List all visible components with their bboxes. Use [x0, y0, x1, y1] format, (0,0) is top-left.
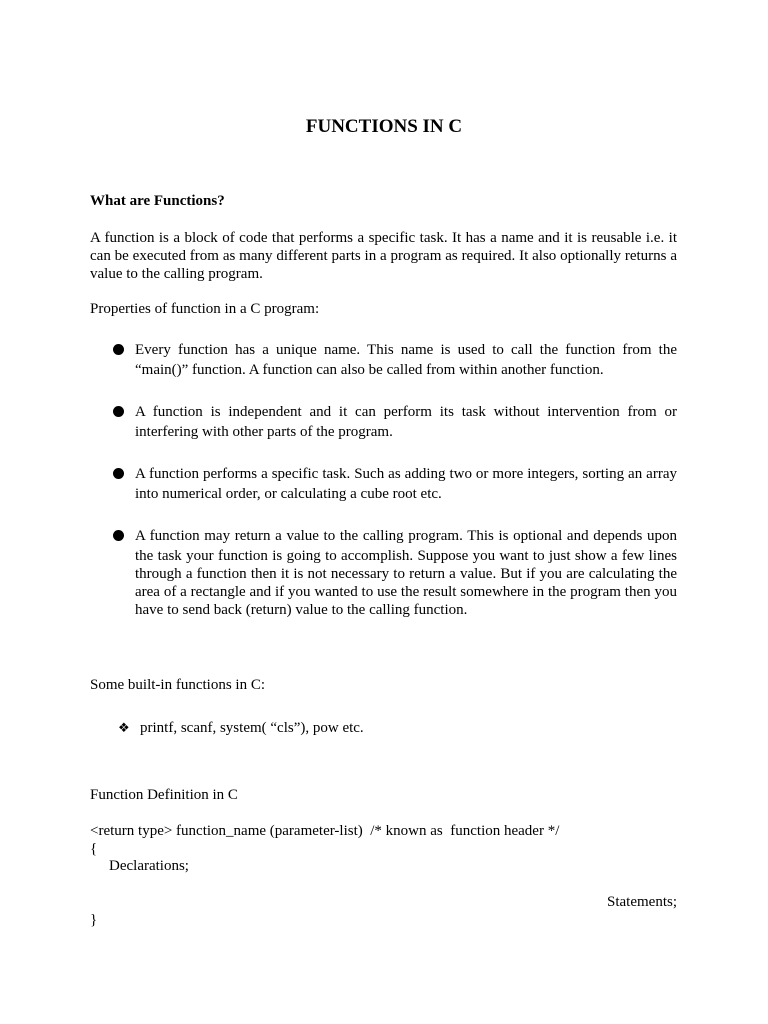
intro-paragraph: A function is a block of code that performs a specific task. It has a name and it is reusable i.e. it can be executed from as many different parts in a program as required. It also optionally returns a value to the calling program. [90, 230, 677, 282]
list-item-line: Every function has a unique name. This name is used to call the function from the [135, 342, 677, 358]
properties-intro: Properties of function in a C program: [90, 301, 320, 317]
list-item-text: into numerical order, or calculating a cube root etc. [135, 486, 442, 502]
page-title: FUNCTIONS IN C [305, 116, 463, 137]
properties-list [90, 340, 677, 642]
builtin-list-item [118, 719, 364, 738]
list-item-text: “main()” function. A function can also be called from within another function. [135, 362, 604, 378]
list-item [90, 340, 677, 379]
definition-heading: Function Definition in C [90, 787, 238, 803]
list-item-line: A function may return a value to the calling program. This is optional and depends upon [135, 528, 677, 544]
list-item [90, 402, 677, 441]
bullet-dot-icon [113, 344, 124, 355]
code-header-line: <return type> function_name (parameter-list) /* known as function header */ [90, 823, 560, 839]
builtin-list-text: printf, scanf, system( “cls”), pow etc. [140, 720, 364, 736]
list-item [90, 464, 677, 503]
list-item-line: A function performs a specific task. Such as adding two or more integers, sorting an array [135, 466, 677, 482]
code-open-brace: { [90, 841, 98, 857]
list-item [90, 526, 677, 619]
list-item-line: A function is independent and it can perform its task without intervention from or [135, 404, 677, 420]
list-item-text: the task your function is going to accomplish. Suppose you want to just show a few lines through a function then it is not necessary to return a value. But if you are calculating the area of a rectangle and if you wanted to use the result somewhere in the program then you have to send back (return) value to the calling function. [135, 548, 677, 618]
bullet-dot-icon [113, 406, 124, 417]
code-close-brace: } [90, 912, 98, 928]
list-item-text: interfering with other parts of the program. [135, 424, 393, 440]
builtin-intro: Some built-in functions in C: [90, 677, 265, 693]
section-heading: What are Functions? [90, 193, 225, 209]
code-declarations: Declarations; [109, 858, 189, 874]
diamond-bullet-icon: ❖ [118, 721, 130, 736]
code-statements: Statements; [607, 894, 677, 910]
bullet-dot-icon [113, 530, 124, 541]
bullet-dot-icon [113, 468, 124, 479]
